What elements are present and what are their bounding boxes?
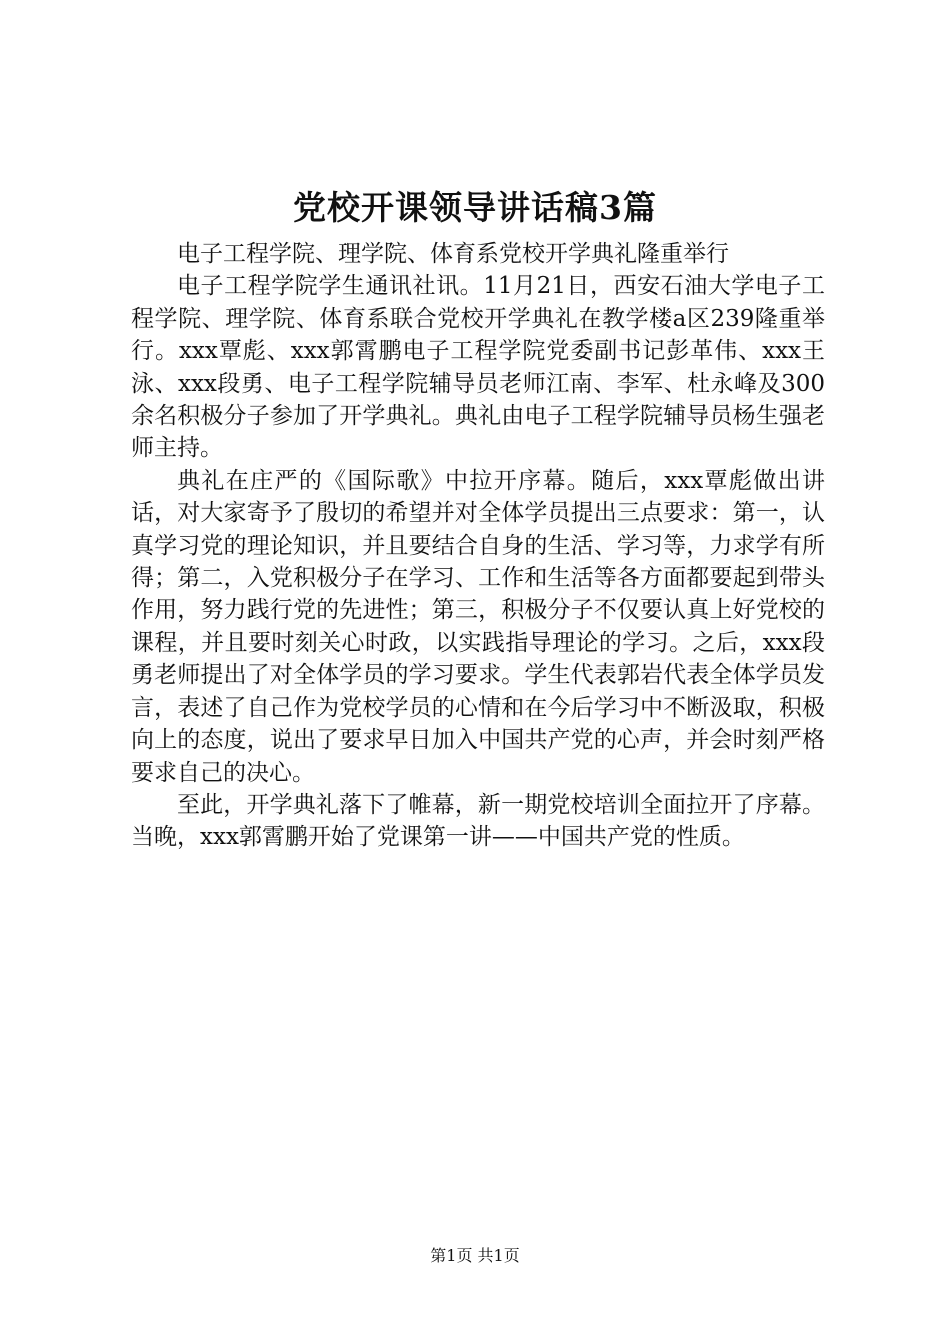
- page-number: 第1页: [430, 1246, 473, 1265]
- document-title: 党校开课领导讲话稿3篇: [293, 188, 657, 227]
- paragraph-ceremony-speech: 典礼在庄严的《国际歌》中拉开序幕。随后，xxx覃彪做出讲话，对大家寄予了殷切的希望并对全体学员提出三点要求：第一，认真学习党的理论知识，并且要结合自身的生活、学习等，力求学有所得；第二，入党积极分子在学习、工作和生活等各方面都要起到带头作用，努力践行党的先进性；第三，积极分子不仅要认真上好党校的课程，并且要时刻关心时政，以实践指导理论的学习。之后，xxx段勇老师提出了对全体学员的学习要求。学生代表郭岩代表全体学员发言，表述了自己作为党校学员的心情和在今后学习中不断汲取，积极向上的态度，说出了要求早日加入中国共产党的心声，并会时刻严格要求自己的决心。: [131, 467, 825, 786]
- page-total: 共1页: [477, 1246, 520, 1265]
- document-body: [131, 238, 825, 854]
- paragraph-news-intro: 电子工程学院学生通讯社讯。11月21日，西安石油大学电子工程学院、理学院、体育系联合党校开学典礼在教学楼a区239隆重举行。xxx覃彪、xxx郭霄鹏电子工程学院党委副书记彭革伟、xxx王泳、xxx段勇、电子工程学院辅导员老师江南、李军、杜永峰及300余名积极分子参加了开学典礼。典礼由电子工程学院辅导员杨生强老师主持。: [131, 273, 825, 462]
- paragraph-headline: 电子工程学院、理学院、体育系党校开学典礼隆重举行: [177, 241, 729, 267]
- paragraph-closing: 至此，开学典礼落下了帷幕，新一期党校培训全面拉开了序幕。当晚，xxx郭霄鹏开始了党课第一讲——中国共产党的性质。: [131, 791, 825, 851]
- page-footer: [0, 1244, 950, 1268]
